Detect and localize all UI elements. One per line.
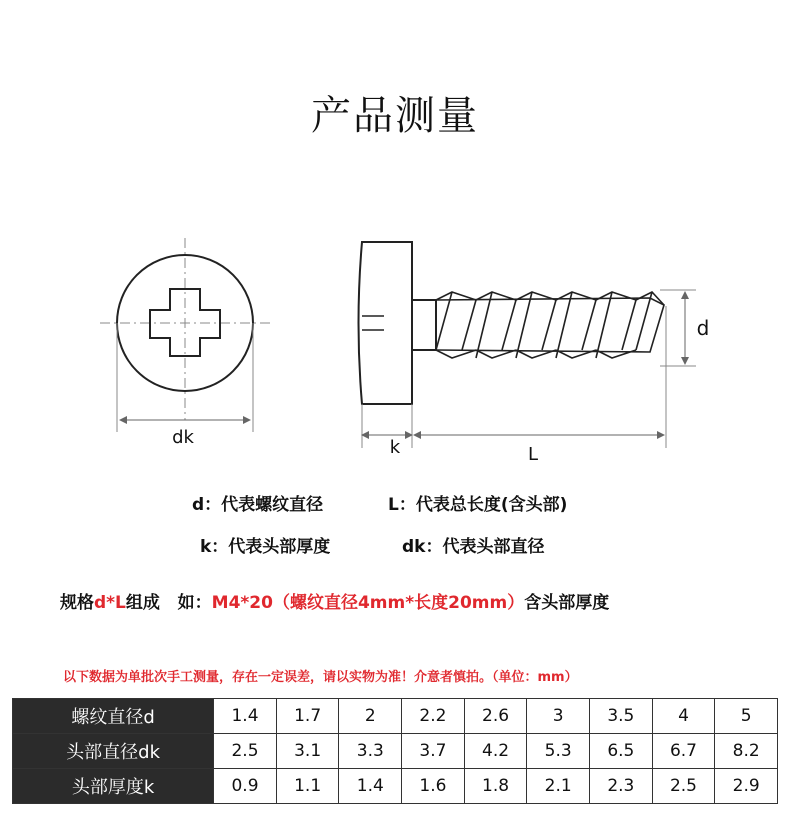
- table-cell: 2.5: [652, 769, 715, 804]
- table-cell: 6.7: [652, 734, 715, 769]
- table-cell: 3.5: [590, 699, 653, 734]
- legend-dk: dk：代表头部直径: [402, 537, 545, 557]
- legend-d: d：代表螺纹直径: [192, 495, 324, 515]
- size-table: [12, 698, 778, 804]
- spec-example: M4*20（螺纹直径4mm*长度20mm）: [211, 593, 525, 613]
- table-row: [13, 769, 778, 804]
- table-cell: 1.8: [464, 769, 527, 804]
- measurement-note: 以下数据为单批次手工测量，存在一定误差，请以实物为准！介意者慎拍。（单位：mm）: [63, 670, 578, 685]
- table-cell: 6.5: [590, 734, 653, 769]
- spec-prefix: 规格: [60, 593, 94, 613]
- table-cell: 5.3: [527, 734, 590, 769]
- page-title: 产品测量: [311, 93, 479, 139]
- spec-formula: d*L: [94, 593, 126, 613]
- legend-k: k：代表头部厚度: [200, 537, 331, 557]
- table-cell: 2: [339, 699, 402, 734]
- row-label: 头部直径dk: [13, 734, 214, 769]
- table-cell: 1.7: [276, 699, 339, 734]
- table-row: [13, 699, 778, 734]
- table-cell: 1.1: [276, 769, 339, 804]
- table-cell: 0.9: [214, 769, 277, 804]
- table-cell: 2.1: [527, 769, 590, 804]
- row-label: 头部厚度k: [13, 769, 214, 804]
- dimension-label-dk: dk: [172, 427, 194, 448]
- spec-suffix: 含头部厚度: [524, 593, 610, 613]
- screw-head-top-view: [100, 238, 270, 432]
- spec-middle: 组成 如：: [125, 593, 212, 613]
- table-cell: 1.4: [339, 769, 402, 804]
- table-cell: 3: [527, 699, 590, 734]
- dimension-label-L: L: [527, 444, 539, 465]
- table-cell: 8.2: [715, 734, 778, 769]
- table-cell: 2.9: [715, 769, 778, 804]
- table-cell: 5: [715, 699, 778, 734]
- table-cell: 2.2: [402, 699, 465, 734]
- table-cell: 3.3: [339, 734, 402, 769]
- table-row: [13, 734, 778, 769]
- table-cell: 3.7: [402, 734, 465, 769]
- table-cell: 1.6: [402, 769, 465, 804]
- table-cell: 2.6: [464, 699, 527, 734]
- table-cell: 4.2: [464, 734, 527, 769]
- dimension-label-d: d: [696, 316, 710, 340]
- screw-side-view: [359, 242, 697, 448]
- table-cell: 1.4: [214, 699, 277, 734]
- row-label: 螺纹直径d: [13, 699, 214, 734]
- table-cell: 2.5: [214, 734, 277, 769]
- table-cell: 3.1: [276, 734, 339, 769]
- table-cell: 2.3: [590, 769, 653, 804]
- table-cell: 4: [652, 699, 715, 734]
- spec-line: [60, 588, 609, 613]
- legend-L: L：代表总长度(含头部): [388, 495, 568, 515]
- dimension-label-k: k: [389, 437, 401, 458]
